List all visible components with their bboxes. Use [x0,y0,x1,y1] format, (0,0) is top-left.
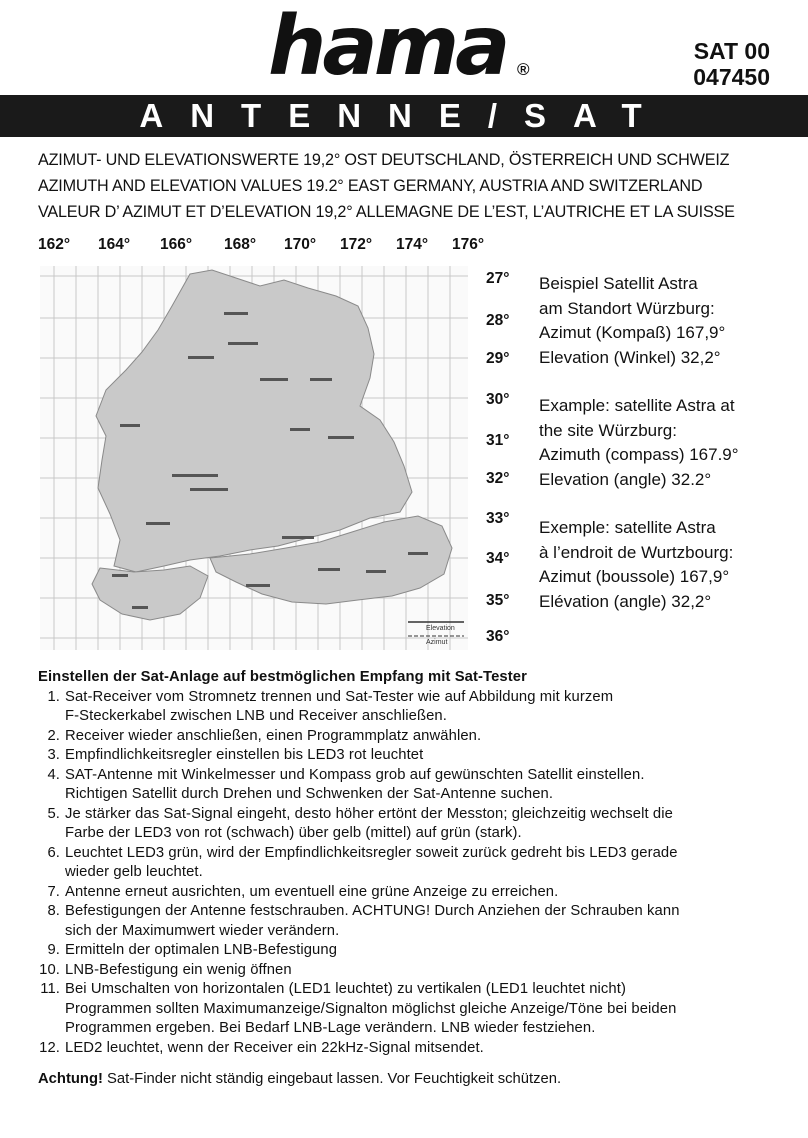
azimuth-label: 164° [98,236,131,253]
product-number: 047450 [693,64,770,90]
example-line: Example: satellite Astra at [539,396,735,415]
step-number: 6. [47,844,60,861]
list-item [38,766,778,805]
list-item [38,961,778,981]
azimuth-label: 172° [340,236,373,253]
map-figure [40,266,468,650]
step-number: 12. [39,1039,60,1056]
example-de [539,272,739,370]
heading-de: AZIMUT- UND ELEVATIONSWERTE 19,2° OST DEUTSCHLAND, ÖSTERREICH UND SCHWEIZ [38,151,730,169]
list-item [38,844,778,883]
elevation-label: 35° [486,592,510,609]
elevation-label: 33° [486,510,510,527]
step-number: 2. [47,727,60,744]
elevation-label: 29° [486,350,510,367]
example-line: à l’endroit de Wurtzbourg: [539,542,734,562]
step-number: 9. [47,942,60,958]
instructions [38,668,778,1058]
step-line: LNB-Befestigung ein wenig öffnen [65,961,292,978]
example-line: Beispiel Satellit Astra [539,274,698,293]
azimuth-label: 168° [224,236,257,253]
example-line: Azimut (Kompaß) 167,9° [539,323,726,342]
step-line: Programmen sollten Maximumanzeige/Signalton möglichst gleiche Anzeige/Töne bei beiden [65,1000,677,1017]
step-line: Bei Umschalten von horizontalen (LED1 leuchtet) zu vertikalen (LED1 leuchtet nicht) [65,981,626,997]
azimuth-axis-labels [0,236,808,258]
example-line: Azimut (boussole) 167,9° [539,567,730,586]
heading-en: AZIMUTH AND ELEVATION VALUES 19.2° EAST GERMANY, AUSTRIA AND SWITZERLAND [38,177,703,195]
example-line: Elévation (angle) 32,2° [539,591,712,611]
list-item [38,1039,778,1059]
step-line: wieder gelb leuchtet. [65,864,203,880]
elevation-label: 28° [486,312,510,329]
product-id [693,38,770,90]
example-line: Elevation (angle) 32.2° [539,469,712,489]
warning-note [38,1071,561,1087]
list-item [38,746,778,766]
step-line: LED2 leuchtet, wenn der Receiver ein 22kHz-Signal mitsendet. [65,1039,484,1056]
step-number: 5. [47,805,60,822]
step-line: Richtigen Satellit durch Drehen und Schwenken der Sat-Antenne suchen. [65,786,554,802]
step-number: 8. [47,903,60,919]
list-item [38,883,778,903]
title-banner: ANTENNE/SAT [0,95,808,137]
example-line: Elevation (Winkel) 32,2° [539,347,721,367]
hama-logo: hama [268,0,507,94]
step-number: 3. [47,747,60,763]
warning-text: Sat-Finder nicht ständig eingebaut lassen. Vor Feuchtigkeit schützen. [102,1071,562,1087]
warning-label: Achtung! [38,1071,103,1087]
legend-azimuth: Azimut [426,639,448,646]
azimuth-label: 162° [38,236,71,253]
step-line: Befestigungen der Antenne festschrauben. ACHTUNG! Durch Anziehen der Schrauben kann [65,903,680,919]
list-item [38,941,778,961]
example-blocks [539,272,739,638]
example-line: the site Würzburg: [539,420,677,440]
heading-fr: VALEUR D’ AZIMUT ET D’ELEVATION 19,2° ALLEMAGNE DE L’EST, L’AUTRICHE ET LA SUISSE [38,203,735,221]
example-en [539,394,739,492]
list-item [38,980,778,1039]
list-item [38,688,778,727]
heading-block [38,147,735,225]
step-line: F-Steckerkabel zwischen LNB und Receiver anschließen. [65,708,447,724]
azimuth-label: 176° [452,236,485,253]
example-line: Exemple: satellite Astra [539,518,716,537]
germany-outline [96,270,412,572]
azimuth-label: 174° [396,236,429,253]
elevation-label: 32° [486,470,510,487]
step-line: Je stärker das Sat-Signal eingeht, desto höher ertönt der Messton; gleichzeitig wechselt die [65,805,673,822]
list-item [38,727,778,747]
step-line: Receiver wieder anschließen, einen Programmplatz anwählen. [65,727,482,744]
step-line: Antenne erneut ausrichten, um eventuell eine grüne Anzeige zu erreichen. [65,883,559,900]
elevation-label: 31° [486,432,510,449]
instructions-title: Einstellen der Sat-Anlage auf bestmöglichen Empfang mit Sat-Tester [38,669,527,685]
registered-mark: ® [517,60,530,79]
map-legend [408,622,464,646]
elevation-label: 34° [486,550,510,567]
step-number: 11. [40,981,60,997]
elevation-map [40,266,468,650]
elevation-label: 30° [486,391,510,408]
switzerland-outline [92,566,208,620]
step-number: 4. [47,766,60,783]
list-item [38,805,778,844]
example-fr [539,516,739,614]
product-code: SAT 00 [693,38,770,64]
azimuth-label: 170° [284,236,317,253]
step-line: Ermitteln der optimalen LNB-Befestigung [65,942,338,958]
elevation-label: 36° [486,628,510,645]
elevation-label: 27° [486,270,510,287]
step-line: Farbe der LED3 von rot (schwach) über gelb (mittel) auf grün (stark). [65,825,522,841]
list-item [38,902,778,941]
step-number: 1. [47,688,60,705]
step-line: SAT-Antenne mit Winkelmesser und Kompass grob auf gewünschten Satellit einstellen. [65,766,645,783]
step-line: Leuchtet LED3 grün, wird der Empfindlichkeitsregler soweit zurück gedreht bis LED3 gerade [65,844,678,861]
step-line: Sat-Receiver vom Stromnetz trennen und Sat-Tester wie auf Abbildung mit kurzem [65,688,614,705]
step-number: 10. [39,961,60,978]
step-number: 7. [47,883,60,900]
azimuth-label: 166° [160,236,193,253]
example-line: Azimuth (compass) 167.9° [539,445,739,464]
legend-elevation: Elevation [426,625,455,632]
example-line: am Standort Würzburg: [539,298,715,318]
instructions-list [38,688,778,1059]
step-line: Programmen ergeben. Bei Bedarf LNB-Lage verändern. LNB wieder festziehen. [65,1020,596,1036]
step-line: sich der Maximumwert wieder verändern. [65,922,340,939]
step-line: Empfindlichkeitsregler einstellen bis LED3 rot leuchtet [65,747,424,763]
